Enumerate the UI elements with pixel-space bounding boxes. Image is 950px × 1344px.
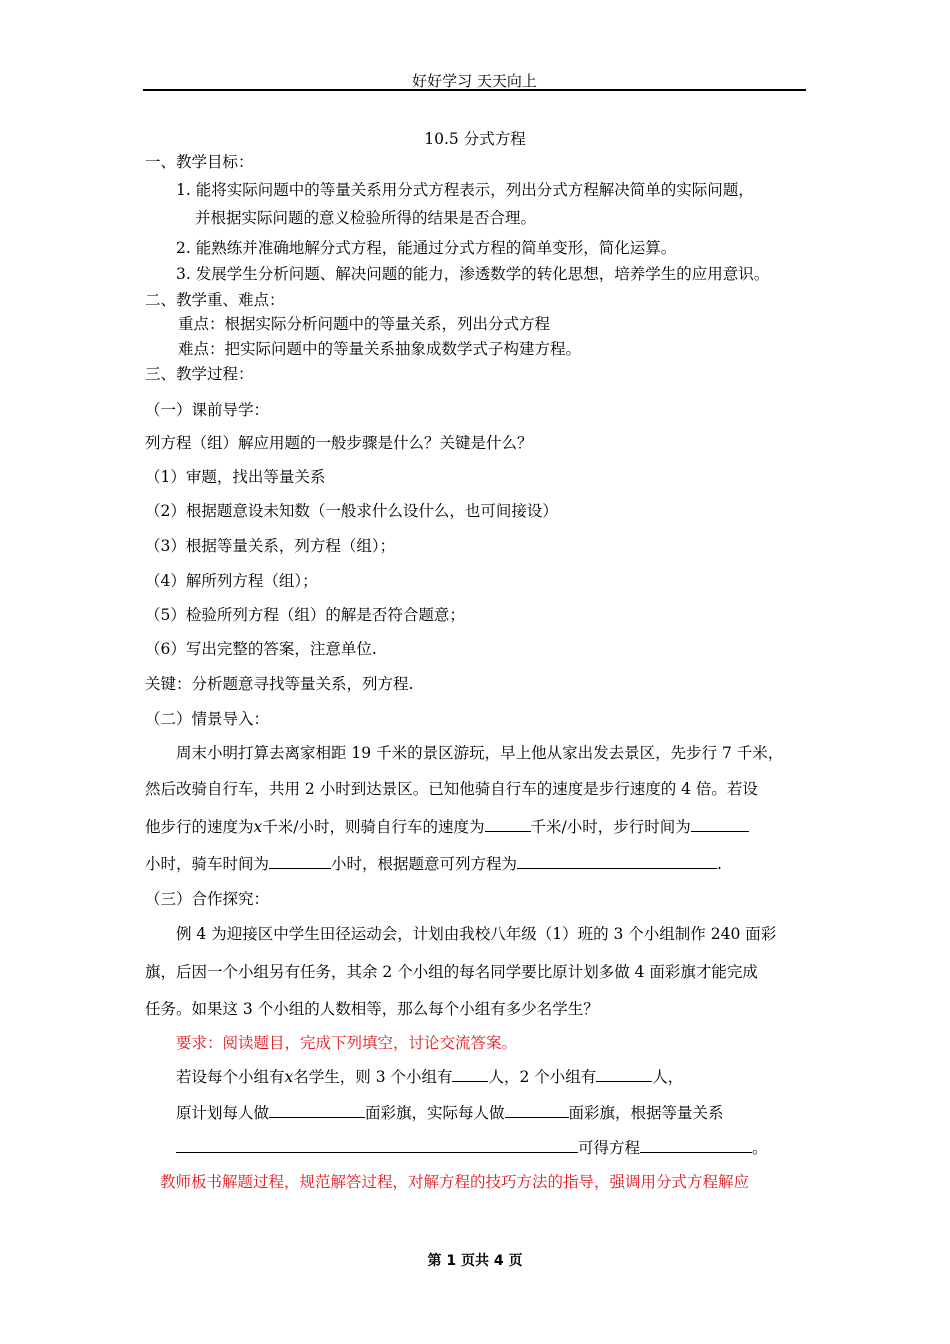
example-line-2: 旗，后因一个小组另有任务，其余 2 个小组的每名同学要比原计划多做 4 面彩旗才能完成 [145, 963, 758, 981]
scenario-line-3 [145, 817, 749, 837]
fill-blank[interactable] [269, 1103, 365, 1118]
scenario-text: . [717, 855, 722, 873]
goal-3: 3. 发展学生分析问题、解决问题的能力，渗透数学的转化思想，培养学生的应用意识。 [176, 265, 770, 283]
part-3-heading: （三）合作探究： [145, 890, 270, 908]
fill-text: 人，2 个小组有 [488, 1068, 597, 1086]
fill-line-1 [176, 1067, 683, 1087]
fill-blank[interactable] [176, 1138, 578, 1153]
page-header: 好好学习 天天向上 [412, 72, 537, 90]
goal-2: 2. 能熟练并准确地解分式方程，能通过分式方程的简单变形，简化运算。 [176, 239, 677, 257]
fill-text: 人， [652, 1068, 684, 1086]
fill-line-2 [176, 1103, 724, 1123]
key-summary: 关键：分析题意寻找等量关系，列方程. [145, 675, 414, 693]
scenario-line-4 [145, 854, 722, 874]
scenario-text: 千米/小时，则骑自行车的速度为 [262, 818, 485, 836]
example-line-3: 任务。如果这 3 个小组的人数相等，那么每个小组有多少名学生？ [145, 1000, 599, 1018]
document-title: 10.5 分式方程 [424, 130, 526, 148]
fill-text: 可得方程 [578, 1139, 641, 1157]
step-item: （2）根据题意设未知数（一般求什么设什么，也可间接设） [145, 502, 558, 520]
fill-blank[interactable] [452, 1067, 488, 1082]
fill-text: 若设每个小组有 [176, 1068, 285, 1086]
scenario-text: 千米/小时，步行时间为 [530, 818, 691, 836]
fill-text: 面彩旗，根据等量关系 [568, 1104, 724, 1122]
teacher-note: 教师板书解题过程，规范解答过程，对解方程的技巧方法的指导，强调用分式方程解应 [160, 1173, 750, 1191]
fill-blank[interactable] [691, 817, 749, 832]
step-item: （4）解所列方程（组）； [145, 572, 318, 590]
example-line-1: 例 4 为迎接区中学生田径运动会，计划由我校八年级（1）班的 3 个小组制作 240 面彩 [176, 925, 777, 943]
part-1-heading: （一）课前导学： [145, 401, 270, 419]
fill-text: 原计划每人做 [176, 1104, 270, 1122]
variable-x: x [284, 1068, 294, 1086]
scenario-text: 小时，根据题意可列方程为 [331, 855, 518, 873]
key-point-text: 重点：根据实际分析问题中的等量关系，列出分式方程 [178, 315, 551, 333]
fill-text: 面彩旗，实际每人做 [365, 1104, 505, 1122]
fill-blank[interactable] [517, 854, 717, 869]
fill-text: 名学生，则 3 个小组有 [293, 1068, 453, 1086]
scenario-text: 他步行的速度为 [145, 818, 254, 836]
section-2-heading: 二、教学重、难点： [145, 291, 285, 309]
variable-x: x [253, 818, 263, 836]
difficulty-text: 难点：把实际问题中的等量关系抽象成数学式子构建方程。 [178, 340, 582, 358]
fill-line-3 [176, 1138, 768, 1158]
header-rule [143, 89, 806, 91]
section-3-heading: 三、教学过程： [145, 365, 254, 383]
step-item: （3）根据等量关系，列方程（组）； [145, 537, 396, 555]
fill-blank[interactable] [640, 1138, 752, 1153]
goal-1-line-2: 并根据实际问题的意义检验所得的结果是否合理。 [195, 209, 537, 227]
fill-blank[interactable] [269, 854, 331, 869]
part-2-heading: （二）情景导入： [145, 710, 270, 728]
fill-blank[interactable] [505, 1103, 569, 1118]
goal-1-line-1: 1. 能将实际问题中的等量关系用分式方程表示，列出分式方程解决简单的实际问题， [176, 181, 754, 199]
steps-question: 列方程（组）解应用题的一般步骤是什么？关键是什么？ [145, 434, 533, 452]
step-item: （1）审题，找出等量关系 [145, 468, 326, 486]
section-1-heading: 一、教学目标： [145, 153, 254, 171]
scenario-line-1: 周末小明打算去离家相距 19 千米的景区游玩，早上他从家出发去景区，先步行 7 千米， [176, 744, 784, 762]
fill-blank[interactable] [485, 817, 531, 832]
page-footer: 第 1 页共 4 页 [427, 1253, 523, 1269]
step-item: （6）写出完整的答案，注意单位. [145, 640, 377, 658]
requirement-text: 要求：阅读题目，完成下列填空，讨论交流答案。 [176, 1034, 518, 1052]
scenario-line-2: 然后改骑自行车，共用 2 小时到达景区。已知他骑自行车的速度是步行速度的 4 倍。若设 [145, 780, 758, 798]
step-item: （5）检验所列方程（组）的解是否符合题意； [145, 606, 465, 624]
fill-blank[interactable] [596, 1067, 652, 1082]
fill-text: 。 [752, 1139, 768, 1157]
scenario-text: 小时，骑车时间为 [145, 855, 270, 873]
